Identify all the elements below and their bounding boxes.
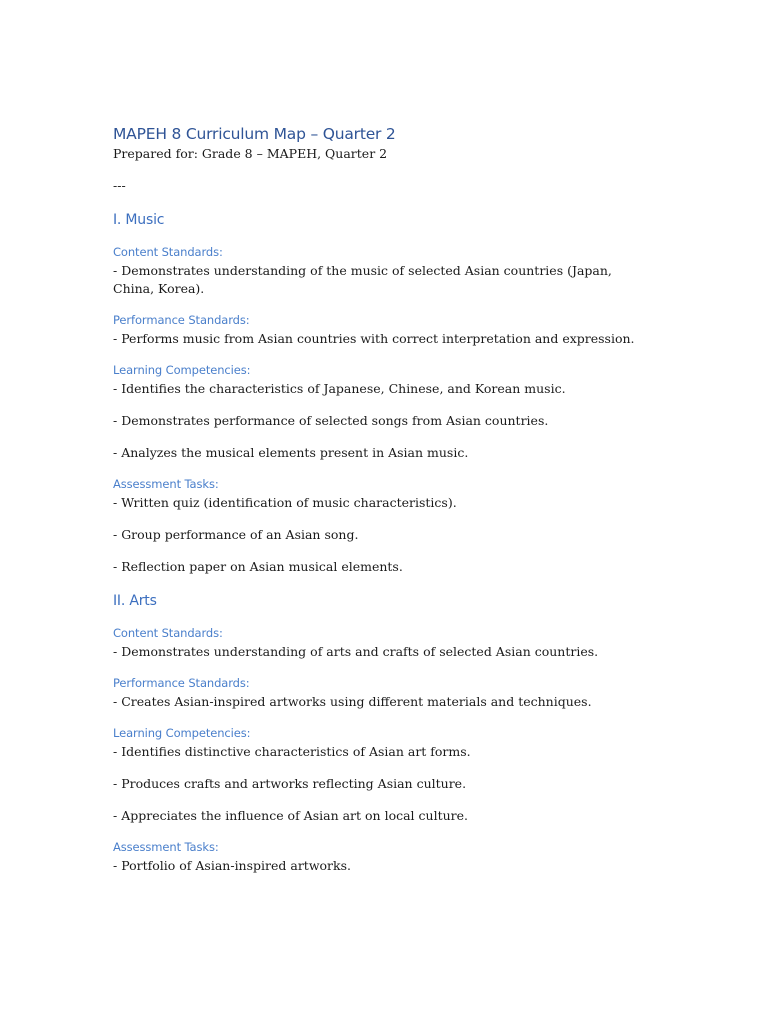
music-competency-item: - Analyzes the musical elements present in Asian music. <box>113 445 469 460</box>
music-assessment-item: - Reflection paper on Asian musical elements. <box>113 559 403 574</box>
arts-performance-standards-label: Performance Standards: <box>113 676 250 690</box>
section-heading-music: I. Music <box>113 212 165 228</box>
music-performance-standards-label: Performance Standards: <box>113 313 250 327</box>
document-page <box>113 123 653 875</box>
arts-competency-item: - Produces crafts and artworks reflecting Asian culture. <box>113 776 467 791</box>
arts-content-standard-item: - Demonstrates understanding of arts and crafts of selected Asian countries. <box>113 644 599 659</box>
music-section <box>113 210 653 576</box>
music-assessment-item: - Written quiz (identification of music characteristics). <box>113 495 457 510</box>
separator: --- <box>113 178 126 193</box>
music-competency-item: - Demonstrates performance of selected songs from Asian countries. <box>113 413 549 428</box>
arts-content-standards-label: Content Standards: <box>113 626 223 640</box>
arts-assessment-tasks-label: Assessment Tasks: <box>113 840 219 854</box>
section-heading-arts: II. Arts <box>113 593 157 609</box>
document-subtitle: Prepared for: Grade 8 – MAPEH, Quarter 2 <box>113 146 388 161</box>
arts-section <box>113 591 653 875</box>
arts-assessment-item: - Portfolio of Asian-inspired artworks. <box>113 858 351 873</box>
music-assessment-item: - Group performance of an Asian song. <box>113 527 359 542</box>
arts-performance-standard-item: - Creates Asian-inspired artworks using different materials and techniques. <box>113 694 592 709</box>
music-competency-item: - Identifies the characteristics of Japanese, Chinese, and Korean music. <box>113 381 566 396</box>
arts-competency-item: - Identifies distinctive characteristics of Asian art forms. <box>113 744 471 759</box>
document-title: MAPEH 8 Curriculum Map – Quarter 2 <box>113 125 396 143</box>
music-content-standards-label: Content Standards: <box>113 245 223 259</box>
arts-competency-item: - Appreciates the influence of Asian art on local culture. <box>113 808 468 823</box>
music-content-standard-item: - Demonstrates understanding of the music of selected Asian countries (Japan, China, Korea). <box>113 263 612 296</box>
music-performance-standard-item: - Performs music from Asian countries with correct interpretation and expression. <box>113 331 635 346</box>
arts-learning-competencies-label: Learning Competencies: <box>113 726 251 740</box>
music-learning-competencies-label: Learning Competencies: <box>113 363 251 377</box>
music-assessment-tasks-label: Assessment Tasks: <box>113 477 219 491</box>
